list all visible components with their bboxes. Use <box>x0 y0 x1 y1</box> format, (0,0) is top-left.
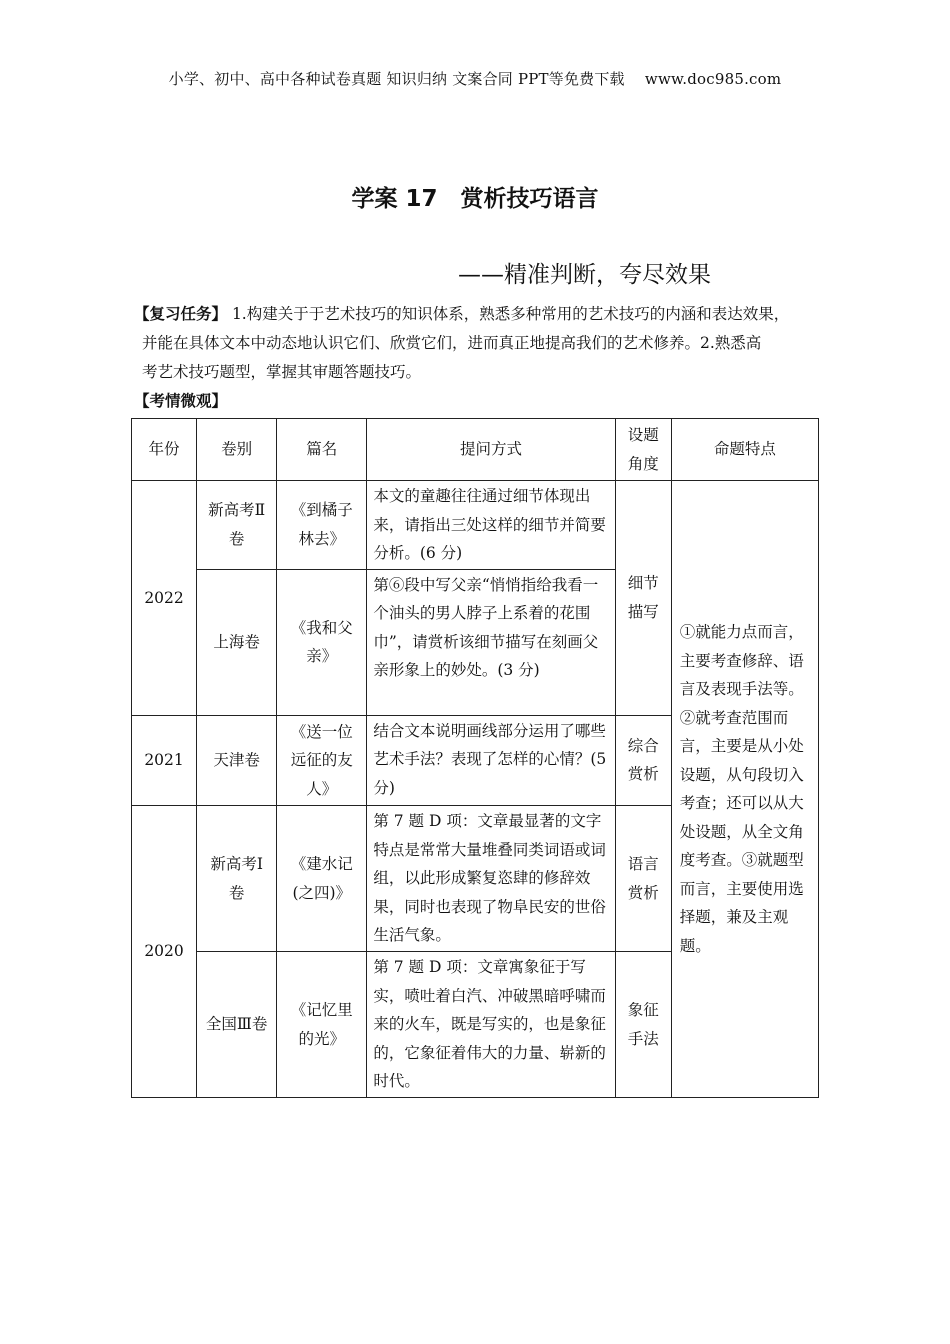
angle-cell: 细节描写 <box>615 481 671 716</box>
question-cell: 结合文本说明画线部分运用了哪些艺术手法？表现了怎样的心情？(5 分) <box>367 715 615 806</box>
page-title: 学案 17 赏析技巧语言 <box>351 186 599 212</box>
review-task-line-2: 并能在具体文本中动态地认识它们、欣赏它们，进而真正地提高我们的艺术修养。2.熟悉高 <box>142 334 762 352</box>
header-paper: 卷别 <box>197 419 277 481</box>
header-title: 篇名 <box>277 419 367 481</box>
question-cell: 第 7 题 D 项：文章最显著的文字特点是常常大量堆叠同类词语或词组，以此形成繁复恣肆的修辞效果，同时也表现了物阜民安的世俗生活气象。 <box>367 806 615 952</box>
year-cell: 2020 <box>132 806 197 1098</box>
paper-cell: 新高考Ⅱ卷 <box>197 481 277 570</box>
question-cell: 本文的童趣往往通过细节体现出来，请指出三处这样的细节并简要分析。(6 分) <box>367 481 615 570</box>
angle-cell: 象征手法 <box>615 952 671 1098</box>
exam-analysis-table <box>131 418 819 1098</box>
feature-cell: ①就能力点而言，主要考查修辞、语言及表现手法等。②就考查范围而言，主要是从小处设题，从句段切入考查；还可以从大处设题，从全文角度考查。③就题型而言，主要使用选择题，兼及主观题。 <box>671 481 818 1098</box>
angle-cell: 语言赏析 <box>615 806 671 952</box>
page-subtitle: ——精准判断，夸尽效果 <box>458 262 711 288</box>
title-cell: 《送一位远征的友人》 <box>277 715 367 806</box>
table-row <box>132 481 819 570</box>
title-cell: 《到橘子林去》 <box>277 481 367 570</box>
header-angle: 设题角度 <box>615 419 671 481</box>
review-task-label: 【复习任务】 <box>134 305 228 323</box>
header-question: 提问方式 <box>367 419 615 481</box>
review-task-line-1: 1.构建关于于艺术技巧的知识体系，熟悉多种常用的艺术技巧的内涵和表达效果， <box>227 305 790 323</box>
review-task-line-3: 考艺术技巧题型，掌握其审题答题技巧。 <box>142 363 422 381</box>
paper-cell: 上海卷 <box>197 569 277 715</box>
page-header: 小学、初中、高中各种试卷真题 知识归纳 文案合同 PPT等免费下载 www.doc985.com <box>168 70 782 88</box>
section-label: 【考情微观】 <box>134 392 228 410</box>
header-year: 年份 <box>132 419 197 481</box>
title-cell: 《建水记(之四)》 <box>277 806 367 952</box>
review-task <box>134 300 820 387</box>
angle-cell: 综合赏析 <box>615 715 671 806</box>
paper-cell: 新高考Ⅰ卷 <box>197 806 277 952</box>
year-cell: 2021 <box>132 715 197 806</box>
question-cell: 第⑥段中写父亲“悄悄指给我看一个油头的男人脖子上系着的花围巾”，请赏析该细节描写在刻画父亲形象上的妙处。(3 分) <box>367 569 615 715</box>
title-cell: 《我和父亲》 <box>277 569 367 715</box>
paper-cell: 天津卷 <box>197 715 277 806</box>
header-feature: 命题特点 <box>671 419 818 481</box>
title-cell: 《记忆里的光》 <box>277 952 367 1098</box>
year-cell: 2022 <box>132 481 197 716</box>
question-cell: 第 7 题 D 项：文章寓象征于写实，喷吐着白汽、冲破黑暗呼啸而来的火车，既是写实的，也是象征的，它象征着伟大的力量、崭新的时代。 <box>367 952 615 1098</box>
paper-cell: 全国Ⅲ卷 <box>197 952 277 1098</box>
table-header-row <box>132 419 819 481</box>
